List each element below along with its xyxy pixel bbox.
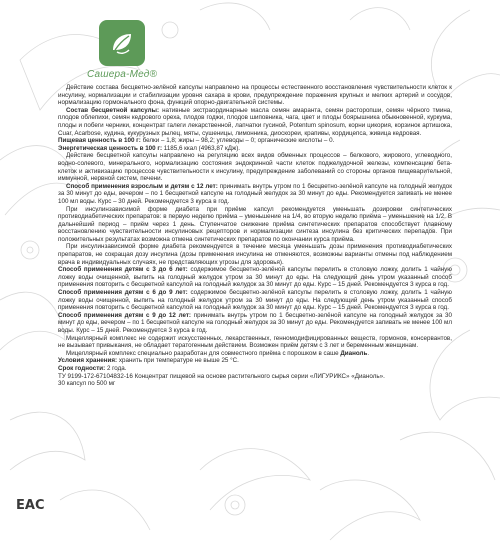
eac-certification-mark	[16, 496, 45, 516]
children-9-12-paragraph	[58, 312, 452, 335]
shelf-life-paragraph	[58, 365, 452, 373]
action-paragraph: Действие бесцветной капсулы направлено на регуляцию всех видов обменных процессов – белкового, жирового, углеводного, водно-солевого, минерального, нормализацию состояния эндокринной части клеток поджелудочной железы, компенсацию бета-клеток и активизацию процессов чувствительности к инсулину, предупреждение заболеваний со стороны органов пищеварительной, иммунной, нервной систем, печени.	[58, 152, 452, 183]
shelf-life-text: 2 года.	[105, 364, 127, 372]
composition-text: нативные экстраординарные масла семян амаранта, семян расторопши, семян чёрного тмина, плодов облепихи, семян кедрового ореха, плодов годжи, плодов шиповника, чага, цвет и плоды боярышника обыкновенной, куркума, плоды и побеги черники, концентрат галеги лекарственной, лапчатки гусиной, Potentum spinosum, корни цикория, корзинок артишока, Сuar, Acarbose, кудина, кукурузных рылец, мяты, сушеницы, лимонника, диоскореи, крапивы, кордицепса, живица кедровая.	[58, 106, 452, 137]
insulin-dependent-paragraph: При инсулинзависимой форме диабета при приёме капсул рекомендуется уменьшать дозировки синтетических противодиабетических препаратов: в первую неделю приёма – уменьшение на 1/4, во вторую неделю приёма – уменьшение на 1/2. В дальнейший период – приём через 1 день. Ступенчатое снижение приёма синтетических препаратов способствует плавному восстановлению чувствительности инсулиновых рецепторов и нормализации синтеза инсулина без критических перепадов. При положительных результатах возможна отмена синтетических препаратов по окончании курса приёма.	[58, 205, 452, 243]
adult-usage-label: Способ применения взрослым и детям с 12 лет:	[66, 182, 218, 190]
combination-text: Мицеллярный комплекс специально разработан для совместного приёма с порошком в саше	[66, 349, 341, 357]
combination-product: Дианоль	[340, 349, 368, 357]
energy-label: Энергетическая ценность в 100 г:	[58, 144, 163, 152]
children-6-9-paragraph	[58, 289, 452, 312]
spec-paragraph: ТУ 9199-172-67104832-16 Концентрат пищевой на основе растительного сырья серии «ЛИГУРИКС» «Дианоль».	[58, 372, 385, 380]
adult-usage-paragraph	[58, 183, 452, 206]
leaf-icon	[107, 28, 137, 58]
product-description	[58, 84, 452, 388]
children-9-12-text: принимать внутрь утром по 1 бесцветно-зелёной капсуле на голодный желудок за 30 минут до еды, вечером – по 1 бесцветной капсуле на голодный желудок за 30 минут до еды. Рекомендуется запивать не менее 100 мл воды. Курс – 15 дней. Рекомендуется 3 курса в год.	[58, 311, 452, 334]
brand-name: Сашера-Мед®	[86, 69, 158, 80]
brand-logo	[83, 20, 161, 80]
adult-usage-text: принимать внутрь утром по 1 бесцветно-зелёной капсуле на голодный желудок за 30 минут до еды, вечером – по 1 бесцветной капсуле на голодный желудок за 30 минут до еды. Рекомендуется запивать не менее 100 мл воды. Курс – 30 дней. Рекомендуется 3 курса в год.	[58, 182, 452, 205]
safety-paragraph: Мицеллярный комплекс не содержит искусственных, лекарственных, генномодифицированных веществ, гормонов, консервантов, не вызывает привыкания, не обладает тератогенным действием. Возможен приём детям с 3 лет и беременным женщинам.	[58, 334, 452, 350]
eac-mark-text: EAC	[16, 498, 45, 513]
energy-text: 1185,6 ккал (4963,87 кДж).	[162, 144, 241, 152]
storage-label: Условия хранения:	[58, 357, 118, 365]
children-3-6-text: содержимое бесцветно-зелёной капсулы перелить в столовую ложку, долить 1 чайную ложку воды очищенной, выпить на голодный желудок утром за 30 минут до еды. На следующий день утром указанный способ применения повторить с бесцветной капсулой на голодный желудок за 30 минут до еды. Курс – 15 дней. Рекомендуется 3 курса в год.	[58, 266, 452, 289]
children-6-9-label: Способ применения детям с 6 до 9 лет:	[58, 289, 188, 297]
storage-text: хранить при температуре не выше 25 °С.	[117, 357, 239, 365]
combination-paragraph	[58, 350, 452, 358]
nutrition-paragraph	[58, 137, 452, 145]
intro-paragraph: Действие состава бесцветно-зелёной капсулы направлено на процессы естественного восстановления чувствительности клеток к инсулину, нормализации и стабилизации уровня сахара в крови, предупреждение поражения крупных и мелких артерий и сосудов, нормализацию гормонального фона, функций опорно-двигательной системы.	[58, 84, 452, 107]
composition-label: Состав бесцветной капсулы:	[66, 106, 160, 114]
composition-paragraph	[58, 107, 452, 137]
children-9-12-label: Способ применения детям с 9 до 12 лет:	[58, 311, 191, 319]
logo-emblem	[99, 20, 145, 66]
insulin-note-paragraph: При инсулинзависимой форме диабета рекомендуется в течение месяца уменьшать дозы применения противодиабетических препаратов, не сокращая дозу инсулина (дозы применения инсулина не отменяются, возможны варианты отмены под наблюдением врача в индивидуальных случаях, не представляющих угрозы для здоровья).	[58, 243, 452, 266]
energy-paragraph	[58, 145, 452, 153]
children-3-6-label: Способ применения детям с 3 до 6 лет:	[58, 266, 188, 274]
nutrition-text: белки – 1,8; жиры – 98,2; углеводы – 0; органические кислоты – 0.	[140, 137, 335, 145]
shelf-life-label: Срок годности:	[58, 364, 106, 372]
nutrition-label: Пищевая ценность в 100 г:	[58, 137, 141, 145]
children-6-9-text: содержимое бесцветно-зелёной капсулы перелить в столовую ложку, долить 1 чайную ложку воды очищенной, выпить на голодный желудок утром за 30 минут до еды. На следующий день утром указанный способ применения повторить с бесцветной капсулой на голодный желудок за 30 минут до еды. Курс – 15 дней. Рекомендуется 3 курса в год.	[58, 289, 452, 312]
combination-end: .	[367, 349, 370, 357]
children-3-6-paragraph	[58, 266, 452, 289]
storage-paragraph	[58, 357, 452, 365]
package-paragraph: 30 капсул по 500 мг	[58, 380, 116, 388]
